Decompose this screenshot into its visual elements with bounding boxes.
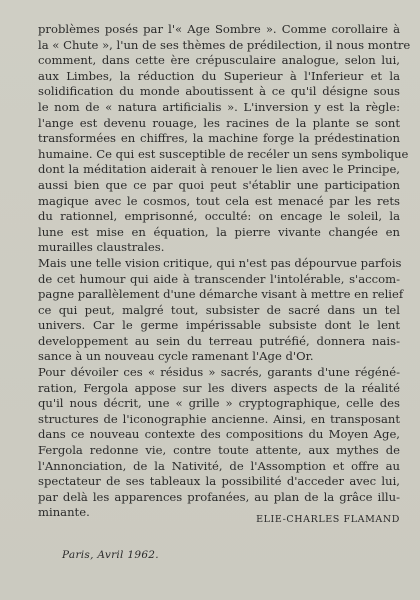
text-line: par delà les apparences profanées, au plan de la grâce illu- xyxy=(38,489,400,504)
text-line: murailles claustrales. xyxy=(38,240,165,255)
author-signature: ELIE-CHARLES FLAMAND xyxy=(256,514,400,525)
text-line: sance à un nouveau cycle ramenant l'Age d'Or. xyxy=(38,349,314,364)
text-line: Mais une telle vision critique, qui n'est pas dépourvue parfois xyxy=(38,255,402,270)
text-line: ce qui peut, malgré tout, subsister de sacré dans un tel xyxy=(38,302,400,317)
text-line: lune est mise en équation, la pierre vivante changée en xyxy=(38,224,400,239)
place-date: Paris, Avril 1962. xyxy=(62,549,159,561)
text-line: minante. xyxy=(38,505,90,520)
text-line: ration, Fergola appose sur les divers aspects de la réalité xyxy=(38,380,400,395)
text-line: comment, dans cette ère crépusculaire analogue, selon lui, xyxy=(38,53,400,68)
text-line: humaine. Ce qui est susceptible de recéler un sens symbolique xyxy=(38,146,409,161)
text-line: la « Chute », l'un de ses thèmes de prédilection, il nous montre xyxy=(38,37,411,52)
text-line: solidification du monde aboutissent à ce qu'il désigne sous xyxy=(38,84,400,99)
text-line: magique avec le cosmos, tout cela est menacé par les rets xyxy=(38,193,400,208)
text-line: pagne parallèlement d'une démarche visant à mettre en relief xyxy=(38,287,404,302)
text-line: aussi bien que ce par quoi peut s'établir une participation xyxy=(38,177,400,192)
text-line: dont la méditation aiderait à renouer le lien avec le Principe, xyxy=(38,162,400,177)
text-line: transformées en chiffres, la machine forge la prédestination xyxy=(38,131,400,146)
text-line: aux Limbes, la réduction du Superieur à l'Inferieur et la xyxy=(38,68,400,83)
text-line: le nom de « natura artificialis ». L'inversion y est la règle: xyxy=(38,99,400,114)
text-line: l'Annonciation, de la Nativité, de l'Assomption et offre au xyxy=(38,458,400,473)
text-line: dans ce nouveau contexte des compositions du Moyen Age, xyxy=(38,427,400,442)
text-line: qu'il nous décrit, une « grille » cryptographique, celle des xyxy=(38,396,400,411)
text-line: developpement au sein du terreau putréfié, donnera nais- xyxy=(38,333,400,348)
text-line: l'ange est devenu rouage, les racines de la plante se sont xyxy=(38,115,400,130)
text-line: du rationnel, emprisonné, occulté: on encage le soleil, la xyxy=(38,209,400,224)
text-line: Pour dévoiler ces « résidus » sacrés, garants d'une régéné- xyxy=(38,365,400,380)
text-line: de cet humour qui aide à transcender l'intolérable, s'accom- xyxy=(38,271,400,286)
body-text xyxy=(38,22,411,521)
text-line: Fergola redonne vie, contre toute attente, aux mythes de xyxy=(38,443,400,458)
text-line: problèmes posés par l'« Age Sombre ». Comme corollaire à xyxy=(38,22,400,36)
text-line: univers. Car le germe impérissable subsiste dont le lent xyxy=(38,318,400,333)
text-line: structures de l'iconographie ancienne. Ainsi, en transposant xyxy=(38,411,400,426)
text-line: spectateur de ses tableaux la possibilité d'acceder avec lui, xyxy=(38,474,400,489)
